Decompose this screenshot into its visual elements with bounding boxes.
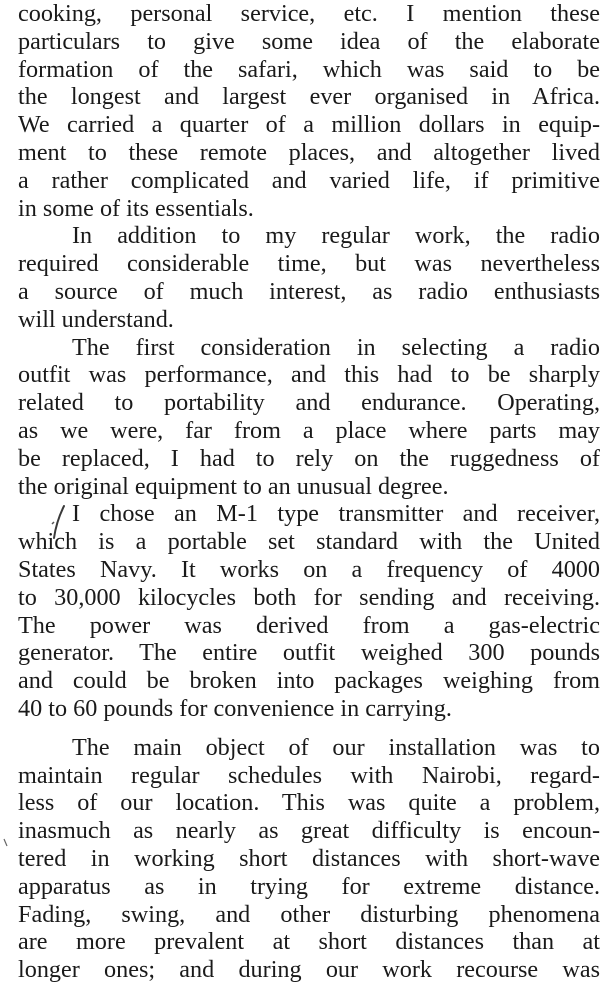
text-line: less of our location. This was quite a problem, — [18, 789, 600, 817]
paragraph-gap — [18, 723, 600, 734]
text-line: to 30,000 kilocycles both for sending and receiving. — [18, 583, 600, 611]
text-line: required considerable time, but was nevertheless — [18, 250, 600, 278]
text-line: formation of the safari, which was said to be — [18, 55, 600, 83]
text-line: Fading, swing, and other disturbing phenomena — [18, 900, 600, 928]
margin-pencil-mark — [48, 502, 70, 542]
text-line: will understand. — [18, 305, 174, 333]
text-line: generator. The entire outfit weighed 300 pounds — [18, 639, 600, 667]
text-line: are more prevalent at short distances than at — [18, 928, 600, 956]
text-line: longer ones; and during our work recourse was — [18, 956, 600, 984]
text-line: I chose an M-1 type transmitter and receiver, — [72, 500, 600, 528]
text-line: which is a portable set standard with the United — [18, 528, 600, 556]
text-line: The main object of our installation was to — [72, 733, 600, 761]
text-line: ment to these remote places, and altogether lived — [18, 138, 600, 166]
text-line: be replaced, I had to rely on the ruggedness of — [18, 444, 600, 472]
text-line: In addition to my regular work, the radio — [72, 222, 600, 250]
paragraph — [18, 334, 600, 501]
text-line: tered in working short distances with short-wave — [18, 844, 600, 872]
text-line: particulars to give some idea of the elaborate — [18, 27, 600, 55]
paragraph — [18, 222, 600, 333]
text-line: a rather complicated and varied life, if primitive — [18, 166, 600, 194]
text-line: a source of much interest, as radio enthusiasts — [18, 277, 600, 305]
text-line: the original equipment to an unusual degree. — [18, 472, 449, 500]
text-line: outfit was performance, and this had to be sharply — [18, 361, 600, 389]
text-line: inasmuch as nearly as great difficulty is encoun- — [18, 817, 600, 845]
text-line: The first consideration in selecting a radio — [72, 333, 600, 361]
paragraph — [18, 0, 600, 222]
text-line: related to portability and endurance. Operating, — [18, 389, 600, 417]
text-line: the longest and largest ever organised in Africa. — [18, 83, 600, 111]
text-line: We carried a quarter of a million dollars in equip- — [18, 111, 600, 139]
text-line: States Navy. It works on a frequency of 4000 — [18, 555, 600, 583]
text-line: as we were, far from a place where parts may — [18, 416, 600, 444]
text-line: maintain regular schedules with Nairobi, regard- — [18, 761, 600, 789]
text-line: cooking, personal service, etc. I mention these — [18, 0, 600, 27]
text-line: The power was derived from a gas-electric — [18, 611, 600, 639]
paragraph — [18, 500, 600, 722]
margin-tick-mark — [2, 838, 10, 848]
body-text — [18, 0, 600, 984]
paragraph — [18, 734, 600, 984]
text-line: in some of its essentials. — [18, 194, 254, 222]
text-line: 40 to 60 pounds for convenience in carrying. — [18, 694, 452, 722]
text-line: and could be broken into packages weighing from — [18, 667, 600, 695]
text-line: apparatus as in trying for extreme distance. — [18, 872, 600, 900]
